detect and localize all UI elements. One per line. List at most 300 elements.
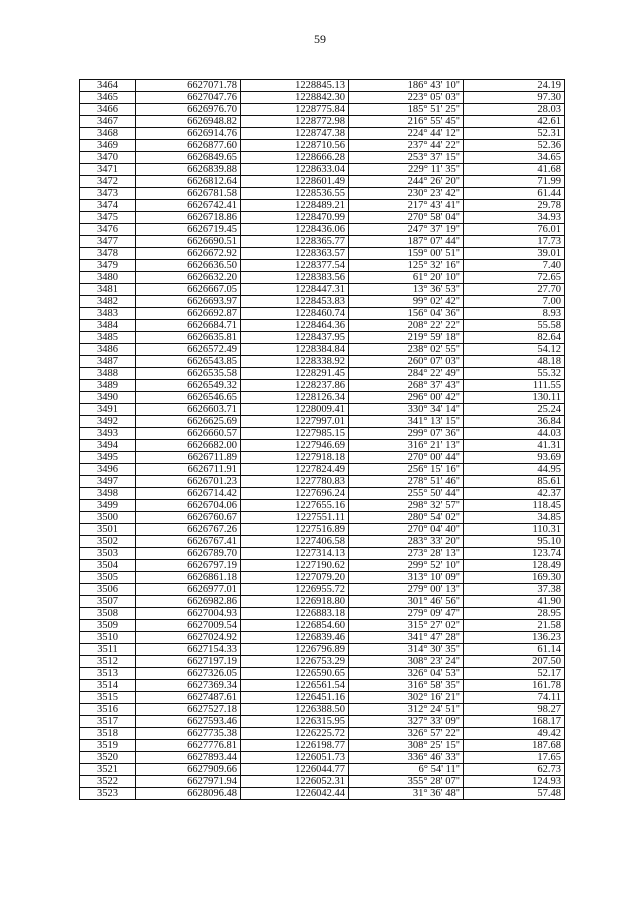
direction-angle-cell: 330° 34' 14" bbox=[349, 404, 464, 416]
table-row bbox=[80, 440, 565, 452]
direction-angle-cell: 244° 26' 20" bbox=[349, 176, 464, 188]
x-coordinate-cell: 6626977.01 bbox=[136, 584, 241, 596]
table-row bbox=[80, 656, 565, 668]
direction-angle-cell: 230° 23' 42" bbox=[349, 188, 464, 200]
point-number-cell: 3467 bbox=[80, 116, 136, 128]
y-coordinate-cell: 1226883.18 bbox=[241, 608, 349, 620]
direction-angle-cell: 299° 07' 36" bbox=[349, 428, 464, 440]
y-coordinate-cell: 1228536.55 bbox=[241, 188, 349, 200]
x-coordinate-cell: 6626690.51 bbox=[136, 236, 241, 248]
y-coordinate-cell: 1228384.84 bbox=[241, 344, 349, 356]
y-coordinate-cell: 1227946.69 bbox=[241, 440, 349, 452]
point-number-cell: 3476 bbox=[80, 224, 136, 236]
point-number-cell: 3474 bbox=[80, 200, 136, 212]
direction-angle-cell: 296° 00' 42" bbox=[349, 392, 464, 404]
y-coordinate-cell: 1228747.38 bbox=[241, 128, 349, 140]
distance-cell: 128.49 bbox=[464, 560, 565, 572]
y-coordinate-cell: 1226955.72 bbox=[241, 584, 349, 596]
table-row bbox=[80, 572, 565, 584]
y-coordinate-cell: 1228126.34 bbox=[241, 392, 349, 404]
distance-cell: 85.61 bbox=[464, 476, 565, 488]
table-row bbox=[80, 560, 565, 572]
distance-cell: 44.03 bbox=[464, 428, 565, 440]
y-coordinate-cell: 1226225.72 bbox=[241, 728, 349, 740]
y-coordinate-cell: 1226854.60 bbox=[241, 620, 349, 632]
distance-cell: 52.17 bbox=[464, 668, 565, 680]
table-row bbox=[80, 788, 565, 800]
point-number-cell: 3498 bbox=[80, 488, 136, 500]
y-coordinate-cell: 1226796.89 bbox=[241, 644, 349, 656]
x-coordinate-cell: 6626781.58 bbox=[136, 188, 241, 200]
table-row bbox=[80, 188, 565, 200]
point-number-cell: 3488 bbox=[80, 368, 136, 380]
point-number-cell: 3482 bbox=[80, 296, 136, 308]
distance-cell: 161.78 bbox=[464, 680, 565, 692]
point-number-cell: 3515 bbox=[80, 692, 136, 704]
distance-cell: 37.38 bbox=[464, 584, 565, 596]
x-coordinate-cell: 6626625.69 bbox=[136, 416, 241, 428]
table-row bbox=[80, 764, 565, 776]
point-number-cell: 3484 bbox=[80, 320, 136, 332]
x-coordinate-cell: 6626982.86 bbox=[136, 596, 241, 608]
table-row bbox=[80, 284, 565, 296]
table-row bbox=[80, 248, 565, 260]
y-coordinate-cell: 1227551.11 bbox=[241, 512, 349, 524]
x-coordinate-cell: 6627593.46 bbox=[136, 716, 241, 728]
x-coordinate-cell: 6628096.48 bbox=[136, 788, 241, 800]
y-coordinate-cell: 1228365.77 bbox=[241, 236, 349, 248]
table-row bbox=[80, 596, 565, 608]
y-coordinate-cell: 1226918.80 bbox=[241, 596, 349, 608]
y-coordinate-cell: 1226051.73 bbox=[241, 752, 349, 764]
direction-angle-cell: 253° 37' 15" bbox=[349, 152, 464, 164]
point-number-cell: 3468 bbox=[80, 128, 136, 140]
point-number-cell: 3480 bbox=[80, 272, 136, 284]
distance-cell: 62.73 bbox=[464, 764, 565, 776]
direction-angle-cell: 208° 22' 22" bbox=[349, 320, 464, 332]
point-number-cell: 3464 bbox=[80, 80, 136, 92]
table-row bbox=[80, 296, 565, 308]
point-number-cell: 3521 bbox=[80, 764, 136, 776]
x-coordinate-cell: 6626767.26 bbox=[136, 524, 241, 536]
point-number-cell: 3478 bbox=[80, 248, 136, 260]
point-number-cell: 3470 bbox=[80, 152, 136, 164]
point-number-cell: 3503 bbox=[80, 548, 136, 560]
direction-angle-cell: 99° 02' 42" bbox=[349, 296, 464, 308]
table-row bbox=[80, 236, 565, 248]
direction-angle-cell: 279° 00' 13" bbox=[349, 584, 464, 596]
table-row bbox=[80, 704, 565, 716]
distance-cell: 207.50 bbox=[464, 656, 565, 668]
distance-cell: 55.58 bbox=[464, 320, 565, 332]
direction-angle-cell: 279° 09' 47" bbox=[349, 608, 464, 620]
point-number-cell: 3504 bbox=[80, 560, 136, 572]
distance-cell: 74.11 bbox=[464, 692, 565, 704]
distance-cell: 52.31 bbox=[464, 128, 565, 140]
y-coordinate-cell: 1226451.16 bbox=[241, 692, 349, 704]
direction-angle-cell: 273° 28' 13" bbox=[349, 548, 464, 560]
x-coordinate-cell: 6626549.32 bbox=[136, 380, 241, 392]
y-coordinate-cell: 1228842.30 bbox=[241, 92, 349, 104]
x-coordinate-cell: 6626535.58 bbox=[136, 368, 241, 380]
x-coordinate-cell: 6627024.92 bbox=[136, 632, 241, 644]
distance-cell: 36.84 bbox=[464, 416, 565, 428]
y-coordinate-cell: 1227997.01 bbox=[241, 416, 349, 428]
x-coordinate-cell: 6626704.06 bbox=[136, 500, 241, 512]
direction-angle-cell: 299° 52' 10" bbox=[349, 560, 464, 572]
direction-angle-cell: 224° 44' 12" bbox=[349, 128, 464, 140]
distance-cell: 39.01 bbox=[464, 248, 565, 260]
distance-cell: 8.93 bbox=[464, 308, 565, 320]
point-number-cell: 3520 bbox=[80, 752, 136, 764]
direction-angle-cell: 217° 43' 41" bbox=[349, 200, 464, 212]
direction-angle-cell: 280° 54' 02" bbox=[349, 512, 464, 524]
table-row bbox=[80, 356, 565, 368]
table-row bbox=[80, 428, 565, 440]
direction-angle-cell: 61° 20' 10" bbox=[349, 272, 464, 284]
y-coordinate-cell: 1226388.50 bbox=[241, 704, 349, 716]
table-row bbox=[80, 92, 565, 104]
direction-angle-cell: 268° 37' 43" bbox=[349, 380, 464, 392]
table-row bbox=[80, 368, 565, 380]
x-coordinate-cell: 6626948.82 bbox=[136, 116, 241, 128]
distance-cell: 130.11 bbox=[464, 392, 565, 404]
x-coordinate-cell: 6626714.42 bbox=[136, 488, 241, 500]
direction-angle-cell: 185° 51' 25" bbox=[349, 104, 464, 116]
point-number-cell: 3510 bbox=[80, 632, 136, 644]
distance-cell: 136.23 bbox=[464, 632, 565, 644]
page-number: 59 bbox=[314, 32, 326, 46]
direction-angle-cell: 336° 46' 33" bbox=[349, 752, 464, 764]
y-coordinate-cell: 1228601.49 bbox=[241, 176, 349, 188]
distance-cell: 7.00 bbox=[464, 296, 565, 308]
x-coordinate-cell: 6626672.92 bbox=[136, 248, 241, 260]
x-coordinate-cell: 6626797.19 bbox=[136, 560, 241, 572]
x-coordinate-cell: 6626877.60 bbox=[136, 140, 241, 152]
coordinates-table bbox=[79, 79, 565, 800]
distance-cell: 118.45 bbox=[464, 500, 565, 512]
x-coordinate-cell: 6626767.41 bbox=[136, 536, 241, 548]
table-row bbox=[80, 680, 565, 692]
y-coordinate-cell: 1228464.36 bbox=[241, 320, 349, 332]
x-coordinate-cell: 6626692.87 bbox=[136, 308, 241, 320]
y-coordinate-cell: 1228291.45 bbox=[241, 368, 349, 380]
distance-cell: 29.78 bbox=[464, 200, 565, 212]
point-number-cell: 3505 bbox=[80, 572, 136, 584]
point-number-cell: 3494 bbox=[80, 440, 136, 452]
point-number-cell: 3483 bbox=[80, 308, 136, 320]
table-row bbox=[80, 752, 565, 764]
y-coordinate-cell: 1226042.44 bbox=[241, 788, 349, 800]
table-row bbox=[80, 380, 565, 392]
x-coordinate-cell: 6627197.19 bbox=[136, 656, 241, 668]
direction-angle-cell: 156° 04' 36" bbox=[349, 308, 464, 320]
y-coordinate-cell: 1228453.83 bbox=[241, 296, 349, 308]
table-row bbox=[80, 152, 565, 164]
direction-angle-cell: 308° 25' 15" bbox=[349, 740, 464, 752]
direction-angle-cell: 13° 36' 53" bbox=[349, 284, 464, 296]
point-number-cell: 3513 bbox=[80, 668, 136, 680]
distance-cell: 27.70 bbox=[464, 284, 565, 296]
distance-cell: 111.55 bbox=[464, 380, 565, 392]
y-coordinate-cell: 1228447.31 bbox=[241, 284, 349, 296]
y-coordinate-cell: 1226044.77 bbox=[241, 764, 349, 776]
point-number-cell: 3491 bbox=[80, 404, 136, 416]
distance-cell: 93.69 bbox=[464, 452, 565, 464]
direction-angle-cell: 341° 47' 28" bbox=[349, 632, 464, 644]
table-row bbox=[80, 692, 565, 704]
point-number-cell: 3469 bbox=[80, 140, 136, 152]
y-coordinate-cell: 1226590.65 bbox=[241, 668, 349, 680]
x-coordinate-cell: 6626667.05 bbox=[136, 284, 241, 296]
x-coordinate-cell: 6626719.45 bbox=[136, 224, 241, 236]
direction-angle-cell: 315° 27' 02" bbox=[349, 620, 464, 632]
x-coordinate-cell: 6626632.20 bbox=[136, 272, 241, 284]
y-coordinate-cell: 1226052.31 bbox=[241, 776, 349, 788]
direction-angle-cell: 238° 02' 55" bbox=[349, 344, 464, 356]
x-coordinate-cell: 6627893.44 bbox=[136, 752, 241, 764]
table-row bbox=[80, 536, 565, 548]
x-coordinate-cell: 6626660.57 bbox=[136, 428, 241, 440]
distance-cell: 44.95 bbox=[464, 464, 565, 476]
y-coordinate-cell: 1226198.77 bbox=[241, 740, 349, 752]
direction-angle-cell: 237° 44' 22" bbox=[349, 140, 464, 152]
direction-angle-cell: 316° 21' 13" bbox=[349, 440, 464, 452]
distance-cell: 41.68 bbox=[464, 164, 565, 176]
x-coordinate-cell: 6626711.91 bbox=[136, 464, 241, 476]
y-coordinate-cell: 1227406.58 bbox=[241, 536, 349, 548]
x-coordinate-cell: 6627004.93 bbox=[136, 608, 241, 620]
table-row bbox=[80, 212, 565, 224]
point-number-cell: 3508 bbox=[80, 608, 136, 620]
point-number-cell: 3501 bbox=[80, 524, 136, 536]
point-number-cell: 3523 bbox=[80, 788, 136, 800]
y-coordinate-cell: 1227516.89 bbox=[241, 524, 349, 536]
table-row bbox=[80, 728, 565, 740]
direction-angle-cell: 159° 00' 51" bbox=[349, 248, 464, 260]
point-number-cell: 3516 bbox=[80, 704, 136, 716]
direction-angle-cell: 6° 54' 11" bbox=[349, 764, 464, 776]
table-row bbox=[80, 632, 565, 644]
distance-cell: 52.36 bbox=[464, 140, 565, 152]
x-coordinate-cell: 6626861.18 bbox=[136, 572, 241, 584]
x-coordinate-cell: 6626701.23 bbox=[136, 476, 241, 488]
table-row bbox=[80, 104, 565, 116]
direction-angle-cell: 270° 58' 04" bbox=[349, 212, 464, 224]
y-coordinate-cell: 1228710.56 bbox=[241, 140, 349, 152]
distance-cell: 61.14 bbox=[464, 644, 565, 656]
table-row bbox=[80, 320, 565, 332]
y-coordinate-cell: 1228460.74 bbox=[241, 308, 349, 320]
distance-cell: 72.65 bbox=[464, 272, 565, 284]
direction-angle-cell: 216° 55' 45" bbox=[349, 116, 464, 128]
x-coordinate-cell: 6627527.18 bbox=[136, 704, 241, 716]
point-number-cell: 3518 bbox=[80, 728, 136, 740]
table-row bbox=[80, 404, 565, 416]
x-coordinate-cell: 6626711.89 bbox=[136, 452, 241, 464]
table-row bbox=[80, 80, 565, 92]
direction-angle-cell: 278° 51' 46" bbox=[349, 476, 464, 488]
distance-cell: 42.61 bbox=[464, 116, 565, 128]
x-coordinate-cell: 6626742.41 bbox=[136, 200, 241, 212]
distance-cell: 28.03 bbox=[464, 104, 565, 116]
x-coordinate-cell: 6627154.33 bbox=[136, 644, 241, 656]
y-coordinate-cell: 1228666.28 bbox=[241, 152, 349, 164]
distance-cell: 34.85 bbox=[464, 512, 565, 524]
point-number-cell: 3493 bbox=[80, 428, 136, 440]
y-coordinate-cell: 1226315.95 bbox=[241, 716, 349, 728]
distance-cell: 124.93 bbox=[464, 776, 565, 788]
distance-cell: 82.64 bbox=[464, 332, 565, 344]
x-coordinate-cell: 6626635.81 bbox=[136, 332, 241, 344]
distance-cell: 42.37 bbox=[464, 488, 565, 500]
distance-cell: 76.01 bbox=[464, 224, 565, 236]
point-number-cell: 3465 bbox=[80, 92, 136, 104]
point-number-cell: 3517 bbox=[80, 716, 136, 728]
x-coordinate-cell: 6626543.85 bbox=[136, 356, 241, 368]
point-number-cell: 3509 bbox=[80, 620, 136, 632]
distance-cell: 110.31 bbox=[464, 524, 565, 536]
x-coordinate-cell: 6627009.54 bbox=[136, 620, 241, 632]
distance-cell: 187.68 bbox=[464, 740, 565, 752]
direction-angle-cell: 260° 07' 03" bbox=[349, 356, 464, 368]
distance-cell: 21.58 bbox=[464, 620, 565, 632]
point-number-cell: 3475 bbox=[80, 212, 136, 224]
point-number-cell: 3490 bbox=[80, 392, 136, 404]
y-coordinate-cell: 1226839.46 bbox=[241, 632, 349, 644]
point-number-cell: 3506 bbox=[80, 584, 136, 596]
table-row bbox=[80, 500, 565, 512]
table-row bbox=[80, 476, 565, 488]
y-coordinate-cell: 1226561.54 bbox=[241, 680, 349, 692]
y-coordinate-cell: 1228633.04 bbox=[241, 164, 349, 176]
x-coordinate-cell: 6627071.78 bbox=[136, 80, 241, 92]
direction-angle-cell: 308° 23' 24" bbox=[349, 656, 464, 668]
point-number-cell: 3495 bbox=[80, 452, 136, 464]
distance-cell: 34.65 bbox=[464, 152, 565, 164]
table-row bbox=[80, 176, 565, 188]
x-coordinate-cell: 6627971.94 bbox=[136, 776, 241, 788]
point-number-cell: 3479 bbox=[80, 260, 136, 272]
table-row bbox=[80, 272, 565, 284]
table-row bbox=[80, 644, 565, 656]
direction-angle-cell: 125° 32' 16" bbox=[349, 260, 464, 272]
direction-angle-cell: 301° 46' 56" bbox=[349, 596, 464, 608]
x-coordinate-cell: 6626760.67 bbox=[136, 512, 241, 524]
table-row bbox=[80, 584, 565, 596]
distance-cell: 57.48 bbox=[464, 788, 565, 800]
x-coordinate-cell: 6626839.88 bbox=[136, 164, 241, 176]
point-number-cell: 3489 bbox=[80, 380, 136, 392]
y-coordinate-cell: 1227918.18 bbox=[241, 452, 349, 464]
direction-angle-cell: 256° 15' 16" bbox=[349, 464, 464, 476]
table-row bbox=[80, 512, 565, 524]
table-row bbox=[80, 164, 565, 176]
distance-cell: 61.44 bbox=[464, 188, 565, 200]
direction-angle-cell: 302° 16' 21" bbox=[349, 692, 464, 704]
point-number-cell: 3473 bbox=[80, 188, 136, 200]
point-number-cell: 3502 bbox=[80, 536, 136, 548]
y-coordinate-cell: 1227314.13 bbox=[241, 548, 349, 560]
distance-cell: 54.12 bbox=[464, 344, 565, 356]
point-number-cell: 3492 bbox=[80, 416, 136, 428]
x-coordinate-cell: 6626789.70 bbox=[136, 548, 241, 560]
direction-angle-cell: 355° 28' 07" bbox=[349, 776, 464, 788]
distance-cell: 17.65 bbox=[464, 752, 565, 764]
x-coordinate-cell: 6626812.64 bbox=[136, 176, 241, 188]
y-coordinate-cell: 1228775.84 bbox=[241, 104, 349, 116]
distance-cell: 169.30 bbox=[464, 572, 565, 584]
direction-angle-cell: 283° 33' 20" bbox=[349, 536, 464, 548]
table-row bbox=[80, 608, 565, 620]
y-coordinate-cell: 1228009.41 bbox=[241, 404, 349, 416]
point-number-cell: 3514 bbox=[80, 680, 136, 692]
point-number-cell: 3499 bbox=[80, 500, 136, 512]
direction-angle-cell: 31° 36' 48" bbox=[349, 788, 464, 800]
table-row bbox=[80, 332, 565, 344]
y-coordinate-cell: 1228237.86 bbox=[241, 380, 349, 392]
x-coordinate-cell: 6626849.65 bbox=[136, 152, 241, 164]
x-coordinate-cell: 6627735.38 bbox=[136, 728, 241, 740]
table-row bbox=[80, 548, 565, 560]
table-row bbox=[80, 620, 565, 632]
y-coordinate-cell: 1228436.06 bbox=[241, 224, 349, 236]
y-coordinate-cell: 1228377.54 bbox=[241, 260, 349, 272]
y-coordinate-cell: 1227190.62 bbox=[241, 560, 349, 572]
distance-cell: 28.95 bbox=[464, 608, 565, 620]
x-coordinate-cell: 6626976.70 bbox=[136, 104, 241, 116]
table-row bbox=[80, 488, 565, 500]
table-row bbox=[80, 392, 565, 404]
table-row bbox=[80, 128, 565, 140]
point-number-cell: 3511 bbox=[80, 644, 136, 656]
x-coordinate-cell: 6627776.81 bbox=[136, 740, 241, 752]
distance-cell: 95.10 bbox=[464, 536, 565, 548]
point-number-cell: 3481 bbox=[80, 284, 136, 296]
distance-cell: 49.42 bbox=[464, 728, 565, 740]
table-row bbox=[80, 308, 565, 320]
point-number-cell: 3485 bbox=[80, 332, 136, 344]
direction-angle-cell: 270° 00' 44" bbox=[349, 452, 464, 464]
distance-cell: 41.31 bbox=[464, 440, 565, 452]
coordinates-table-body bbox=[80, 80, 565, 800]
x-coordinate-cell: 6627909.66 bbox=[136, 764, 241, 776]
x-coordinate-cell: 6626546.65 bbox=[136, 392, 241, 404]
direction-angle-cell: 326° 04' 53" bbox=[349, 668, 464, 680]
distance-cell: 97.30 bbox=[464, 92, 565, 104]
table-row bbox=[80, 140, 565, 152]
y-coordinate-cell: 1228437.95 bbox=[241, 332, 349, 344]
point-number-cell: 3507 bbox=[80, 596, 136, 608]
point-number-cell: 3519 bbox=[80, 740, 136, 752]
distance-cell: 123.74 bbox=[464, 548, 565, 560]
direction-angle-cell: 298° 32' 57" bbox=[349, 500, 464, 512]
x-coordinate-cell: 6627369.34 bbox=[136, 680, 241, 692]
distance-cell: 71.99 bbox=[464, 176, 565, 188]
y-coordinate-cell: 1228363.57 bbox=[241, 248, 349, 260]
distance-cell: 41.90 bbox=[464, 596, 565, 608]
direction-angle-cell: 186° 43' 10" bbox=[349, 80, 464, 92]
table-row bbox=[80, 200, 565, 212]
direction-angle-cell: 313° 10' 09" bbox=[349, 572, 464, 584]
table-row bbox=[80, 716, 565, 728]
table-row bbox=[80, 452, 565, 464]
direction-angle-cell: 326° 57' 22" bbox=[349, 728, 464, 740]
table-row bbox=[80, 116, 565, 128]
x-coordinate-cell: 6626693.97 bbox=[136, 296, 241, 308]
y-coordinate-cell: 1227079.20 bbox=[241, 572, 349, 584]
y-coordinate-cell: 1227824.49 bbox=[241, 464, 349, 476]
